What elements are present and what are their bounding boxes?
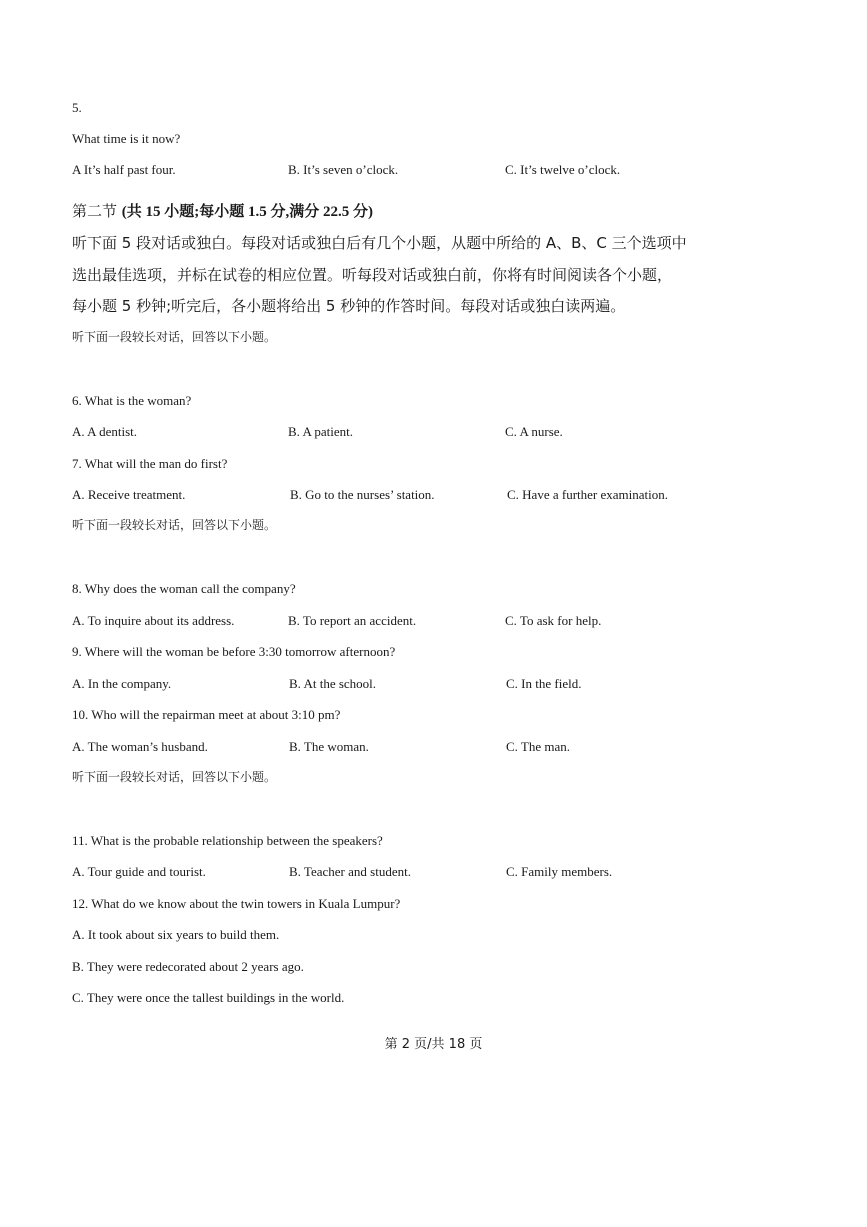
section2-instruction-2: 选出最佳选项，并标在试卷的相应位置。听每段对话或独白前，你将有时间阅读各个小题， (72, 266, 673, 284)
q6-option-a: A. A dentist. (72, 424, 138, 439)
question-11: 11. What is the probable relationship between the speakers? (72, 833, 383, 848)
q8-option-c: C. To ask for help. (505, 613, 602, 628)
page-footer: 第 2 页/共 18 页 (384, 1037, 483, 1052)
q10-option-a: A. The woman’s husband. (72, 739, 208, 754)
dialog-intro: 听下面一段较长对话，回答以下小题。 (72, 518, 277, 532)
question-8: 8. Why does the woman call the company? (72, 581, 296, 596)
section2-title-prefix: 第二节 (72, 202, 118, 220)
q7-option-b: B. Go to the nurses’ station. (290, 487, 435, 502)
section2-instruction-3: 每小题 5 秒钟;听完后，各小题将给出 5 秒钟的作答时间。每段对话或独白读两遍。 (72, 297, 626, 315)
q9-option-c: C. In the field. (506, 676, 582, 691)
q11-option-b: B. Teacher and student. (289, 864, 411, 879)
q7-option-c: C. Have a further examination. (507, 487, 668, 502)
section2-instruction-1: 听下面 5 段对话或独白。每段对话或独白后有几个小题，从题中所给的 A、B、C 三个选项中 (72, 234, 687, 252)
q5-option-b: B. It’s seven o’clock. (288, 162, 399, 177)
q9-option-a: A. In the company. (72, 676, 172, 691)
section2-title-detail: (共 15 小题;每小题 1.5 分,满分 22.5 分) (121, 204, 374, 220)
dialog-intro: 听下面一段较长对话，回答以下小题。 (72, 770, 277, 784)
q5-option-a: A It’s half past four. (72, 162, 176, 177)
dialog-intro: 听下面一段较长对话，回答以下小题。 (72, 330, 277, 344)
question-12: 12. What do we know about the twin towers in Kuala Lumpur? (72, 896, 401, 911)
q8-option-b: B. To report an accident. (288, 613, 417, 628)
q12-option-c: C. They were once the tallest buildings in the world. (72, 990, 345, 1005)
q6-option-c: C. A nurse. (505, 424, 563, 439)
q10-option-b: B. The woman. (289, 739, 369, 754)
q5-option-c: C. It’s twelve o’clock. (505, 162, 621, 177)
q5-question: What time is it now? (72, 131, 181, 146)
q8-option-a: A. To inquire about its address. (72, 613, 235, 628)
q12-option-b: B. They were redecorated about 2 years ago. (72, 959, 304, 974)
q11-option-a: A. Tour guide and tourist. (72, 864, 206, 879)
question-6: 6. What is the woman? (72, 393, 192, 408)
question-7: 7. What will the man do first? (72, 456, 228, 471)
section2-title (72, 201, 373, 222)
q5-number: 5. (72, 100, 82, 115)
q12-option-a: A. It took about six years to build them. (72, 927, 280, 942)
question-10: 10. Who will the repairman meet at about 3:10 pm? (72, 707, 341, 722)
q10-option-c: C. The man. (506, 739, 571, 754)
q9-option-b: B. At the school. (289, 676, 377, 691)
q6-option-b: B. A patient. (288, 424, 353, 439)
question-9: 9. Where will the woman be before 3:30 tomorrow afternoon? (72, 644, 396, 659)
q11-option-c: C. Family members. (506, 864, 613, 879)
q7-option-a: A. Receive treatment. (72, 487, 186, 502)
